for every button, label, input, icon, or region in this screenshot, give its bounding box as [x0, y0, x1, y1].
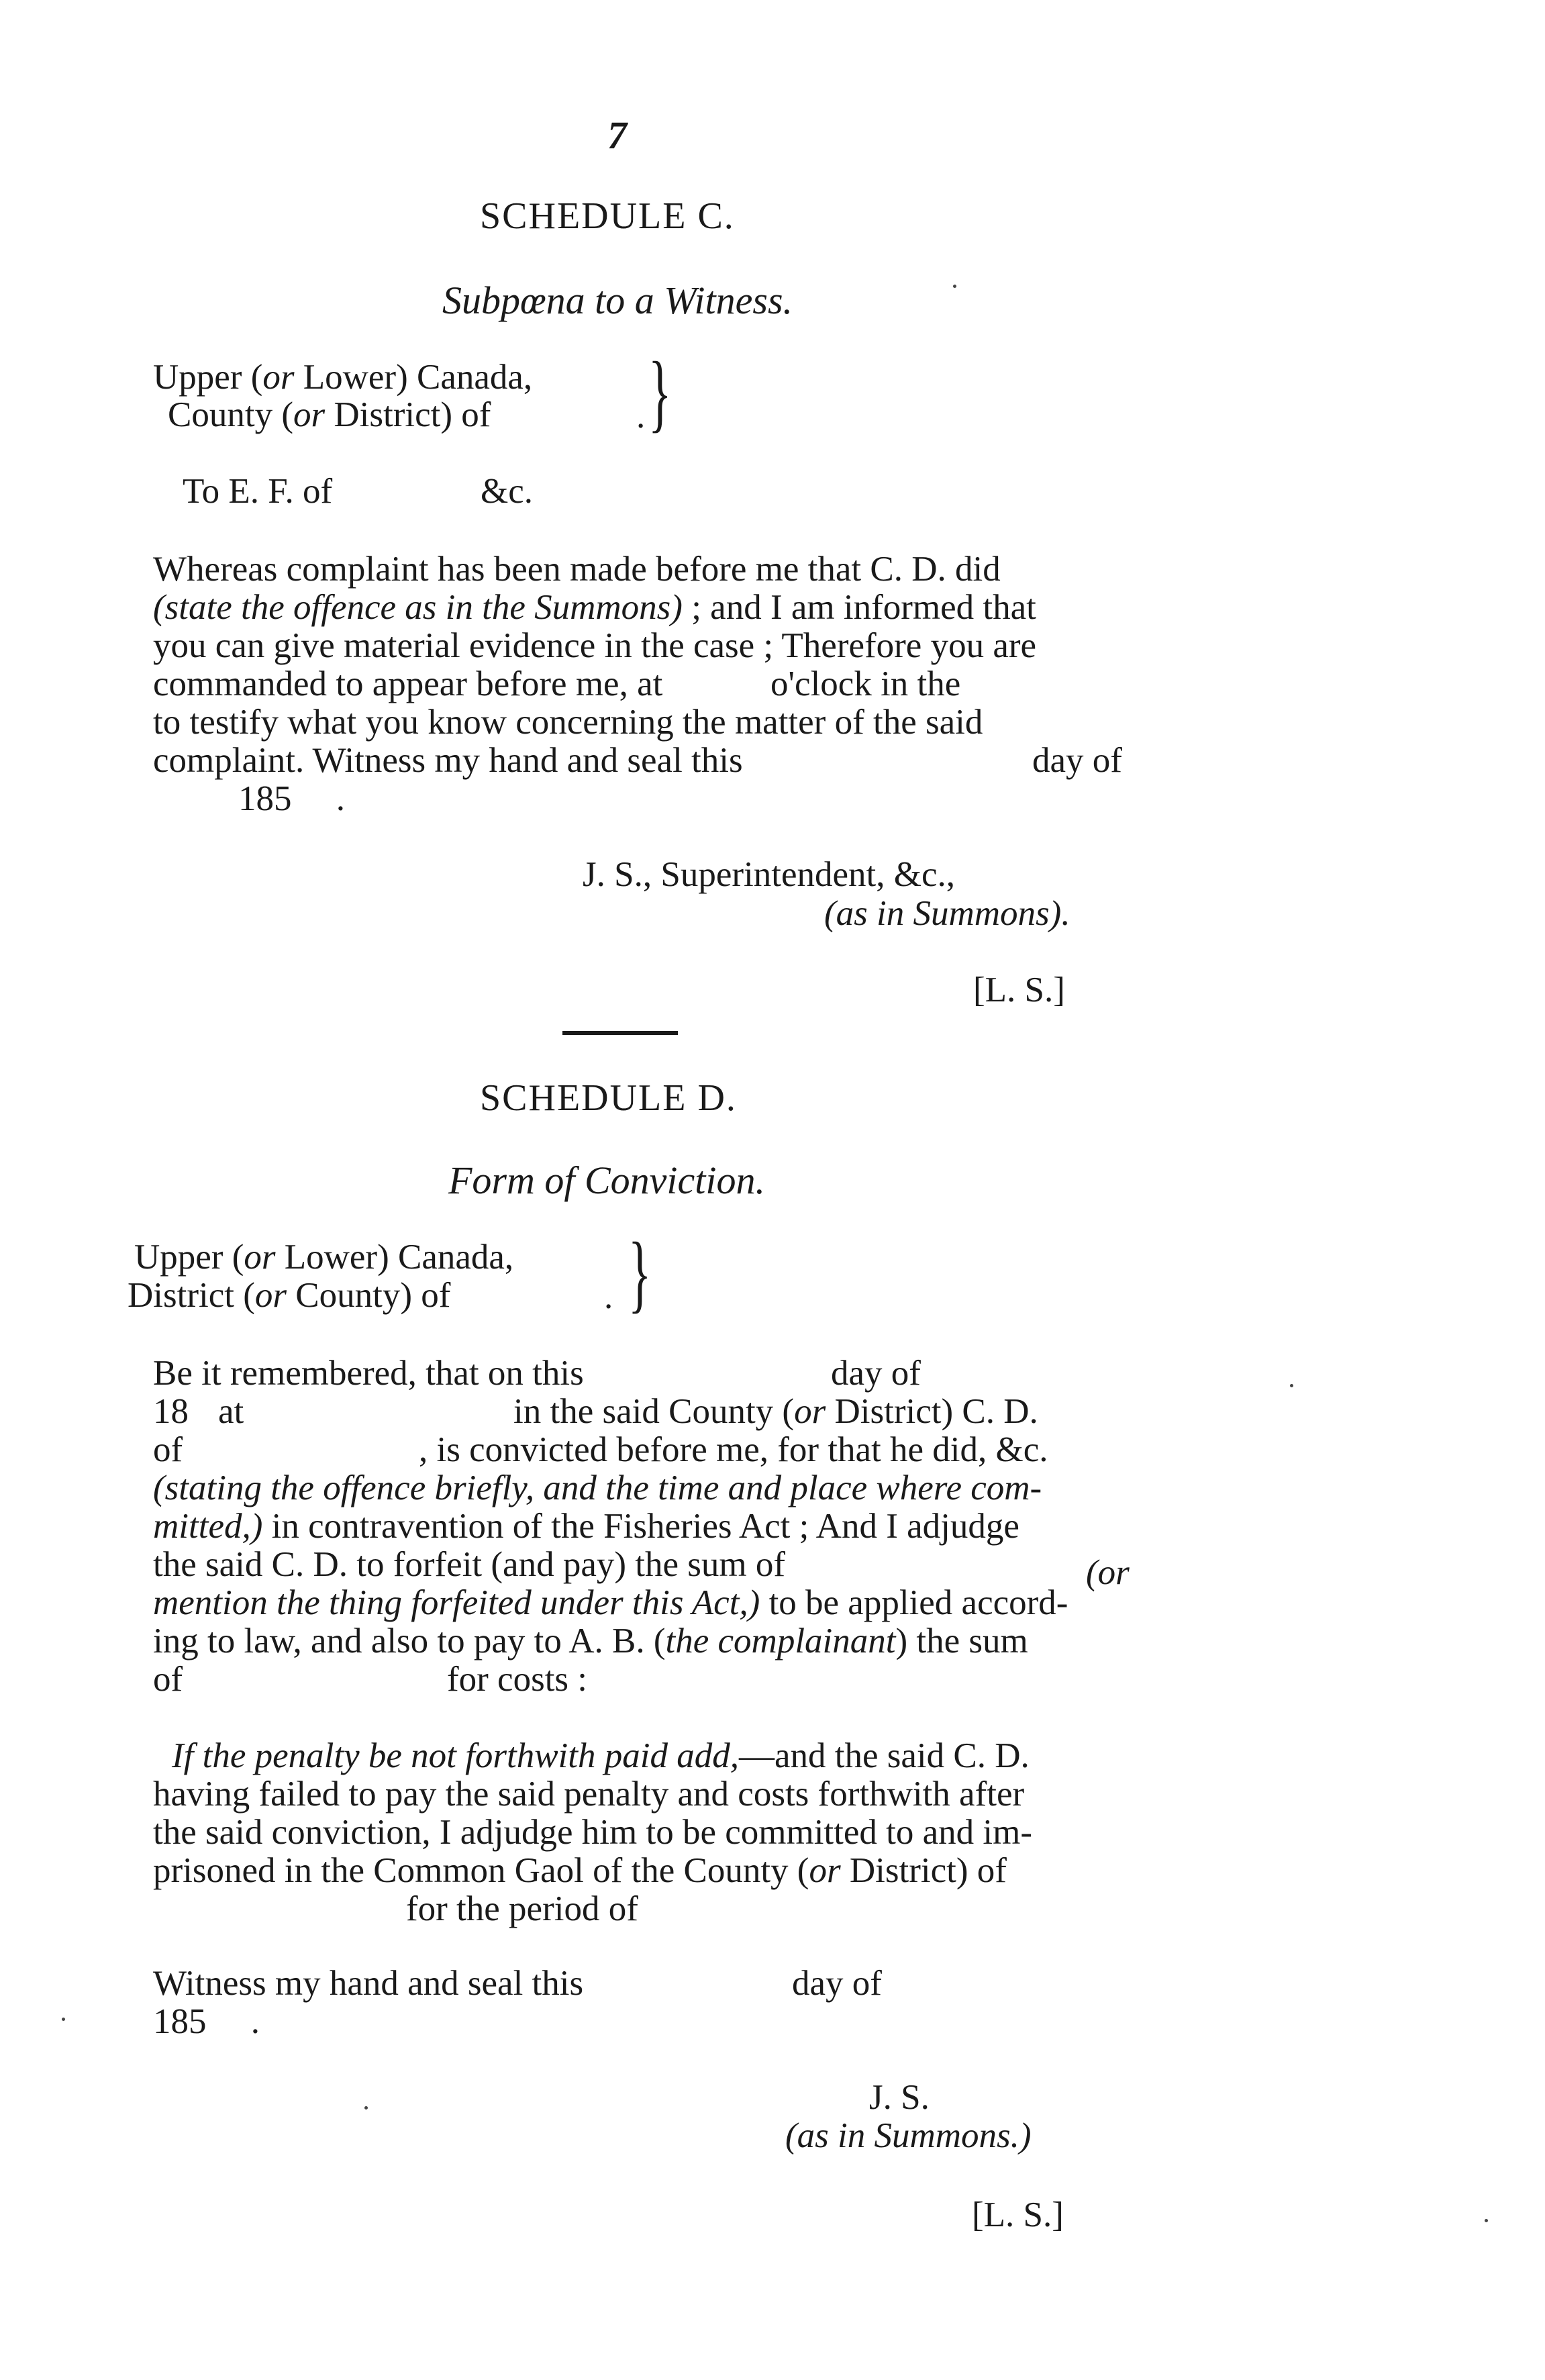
schedule-d-penalty-line4: prisoned in the Common Gaol of the County (or District) of — [153, 1851, 1007, 1890]
schedule-c-venue-line2: County (or District) of — [168, 395, 491, 434]
schedule-c-addressee-to: To E. F. of — [183, 472, 333, 511]
print-speck — [1290, 1384, 1293, 1387]
schedule-d-body-line7: mention the thing forfeited under this Act,) to be applied accord- — [153, 1583, 1068, 1622]
schedule-c-subtitle: Subpœna to a Witness. — [442, 279, 793, 322]
schedule-c-addressee-etc: &c. — [481, 472, 533, 511]
schedule-c-body-line2: (state the offence as in the Summons) ; and I am informed that — [153, 588, 1036, 627]
schedule-c-signature-note: (as in Summons). — [824, 894, 1070, 933]
schedule-c-body-line6b: day of — [1032, 741, 1122, 780]
schedule-d-body-line3a: of — [153, 1430, 183, 1469]
schedule-d-witness-line1a: Witness my hand and seal this — [153, 1964, 584, 2003]
schedule-d-body-line2c: in the said County (or District) C. D. — [513, 1392, 1038, 1431]
schedule-c-seal: [L. S.] — [973, 971, 1065, 1009]
schedule-c-venue-line1: Upper (or Lower) Canada, — [153, 358, 533, 397]
schedule-d-subtitle: Form of Conviction. — [448, 1158, 766, 1202]
schedule-d-body-line1b: day of — [831, 1354, 921, 1393]
schedule-c-body-line3: you can give material evidence in the case ; Therefore you are — [153, 626, 1037, 665]
schedule-c-body-line6a: complaint. Witness my hand and seal this — [153, 741, 743, 780]
schedule-c-body-line1: Whereas complaint has been made before me that C. D. did — [153, 550, 1001, 589]
schedule-d-body-line6a: the said C. D. to forfeit (and pay) the sum of — [153, 1545, 785, 1584]
page-number: 7 — [607, 113, 627, 157]
schedule-d-body-line9b: for costs : — [447, 1660, 588, 1699]
schedule-d-witness-line2: 185 . — [153, 2002, 260, 2041]
print-speck — [364, 2106, 368, 2110]
schedule-d-body-line1a: Be it remembered, that on this — [153, 1354, 584, 1393]
schedule-d-body-line6b: (or — [1086, 1553, 1130, 1592]
print-speck — [62, 2018, 65, 2021]
schedule-c-signature-name: J. S., Superintendent, &c., — [583, 855, 955, 894]
schedule-d-seal: [L. S.] — [972, 2195, 1064, 2234]
schedule-d-venue-dot: . — [604, 1277, 613, 1316]
schedule-d-penalty-line5: for the period of — [406, 1889, 638, 1928]
schedule-d-body-line5: mitted,) in contravention of the Fisheries Act ; And I adjudge — [153, 1507, 1019, 1546]
schedule-d-signature-name: J. S. — [869, 2078, 930, 2117]
print-speck — [1485, 2219, 1488, 2222]
schedule-c-venue-dot: . — [636, 397, 646, 436]
schedule-d-body-line4: (stating the offence briefly, and the time and place where com- — [153, 1469, 1042, 1507]
venue-brace-icon: } — [628, 1225, 652, 1322]
schedule-d-body-line3b: , is convicted before me, for that he did, &c. — [419, 1430, 1048, 1469]
schedule-d-body-line9a: of — [153, 1660, 183, 1699]
schedule-d-penalty-line3: the said conviction, I adjudge him to be committed to and im- — [153, 1813, 1032, 1852]
schedule-d-venue-line1: Upper (or Lower) Canada, — [134, 1238, 514, 1277]
section-divider — [562, 1031, 678, 1035]
schedule-d-body-line8: ing to law, and also to pay to A. B. (the complainant) the sum — [153, 1622, 1028, 1660]
schedule-c-body-line7: 185 . — [238, 779, 345, 818]
print-speck — [953, 285, 956, 288]
schedule-d-body-line2a: 18 — [153, 1392, 189, 1431]
venue-brace-icon: } — [648, 344, 672, 441]
schedule-d-venue-line2: District (or County) of — [128, 1276, 451, 1315]
schedule-d-body-line2b: at — [218, 1392, 244, 1431]
schedule-c-body-line5: to testify what you know concerning the matter of the said — [153, 703, 983, 742]
schedule-c-heading: SCHEDULE C. — [480, 195, 735, 237]
schedule-d-heading: SCHEDULE D. — [480, 1077, 737, 1119]
schedule-d-penalty-line1: If the penalty be not forthwith paid add,—and the said C. D. — [172, 1736, 1030, 1775]
schedule-c-body-line4a: commanded to appear before me, at — [153, 664, 663, 703]
schedule-d-signature-note: (as in Summons.) — [785, 2116, 1032, 2155]
schedule-d-witness-line1b: day of — [792, 1964, 882, 2003]
schedule-d-penalty-line2: having failed to pay the said penalty and costs forthwith after — [153, 1775, 1025, 1814]
schedule-c-body-line4b: o'clock in the — [770, 664, 961, 703]
